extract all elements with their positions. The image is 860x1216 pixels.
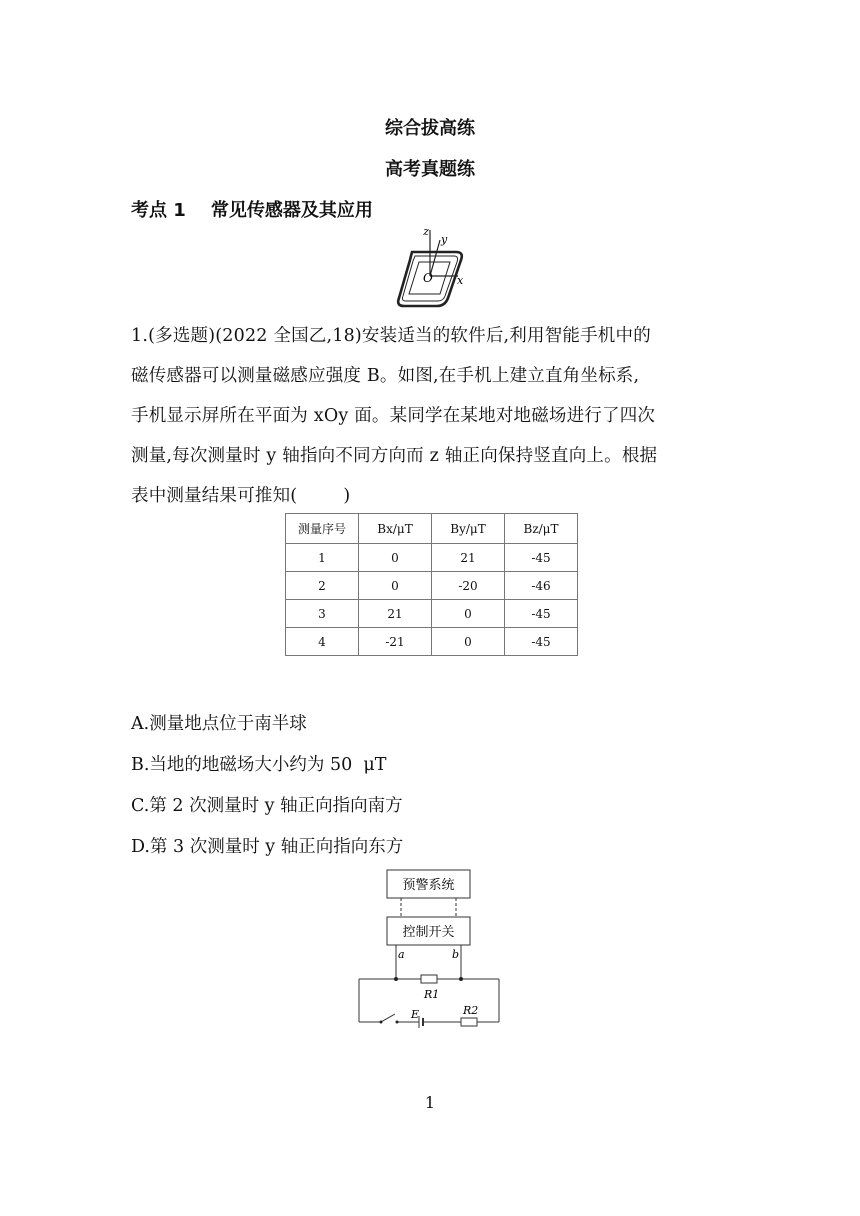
question-line-1: 1.(多选题)(2022 全国乙,18)安装适当的软件后,利用智能手机中的	[131, 326, 651, 346]
table-cell: 0	[432, 628, 505, 656]
table-cell: 2	[286, 572, 359, 600]
option-b: B.当地的地磁场大小约为 50 μT	[131, 755, 387, 775]
table-cell: -45	[505, 600, 578, 628]
table-cell: 3	[286, 600, 359, 628]
node-b-dot	[459, 977, 463, 981]
table-cell: 4	[286, 628, 359, 656]
circuit-figure	[355, 866, 505, 1030]
battery-e-label: E	[411, 1008, 420, 1021]
table-header: Bx/μT	[359, 514, 432, 544]
table-row	[286, 572, 578, 600]
page-title: 综合拔高练	[385, 118, 475, 139]
table-cell: -45	[505, 544, 578, 572]
table-row	[286, 600, 578, 628]
table-cell: 0	[432, 600, 505, 628]
table-cell: -21	[359, 628, 432, 656]
table-header: By/μT	[432, 514, 505, 544]
origin-label: O	[423, 271, 433, 285]
table-cell: 21	[359, 600, 432, 628]
section-heading: 考点 1 常见传感器及其应用	[131, 200, 373, 221]
table-cell: -20	[432, 572, 505, 600]
measurement-table	[285, 513, 578, 656]
table-header: 测量序号	[286, 514, 359, 544]
question-line-5: 表中测量结果可推知( )	[131, 486, 351, 506]
phone-axes-figure	[390, 224, 470, 310]
option-c: C.第 2 次测量时 y 轴正向指向南方	[131, 796, 403, 816]
axis-label-y: y	[441, 233, 448, 246]
warning-system-label: 预警系统	[402, 878, 455, 893]
table-cell: -46	[505, 572, 578, 600]
axis-label-x: x	[457, 274, 464, 287]
table-row	[286, 628, 578, 656]
resistor-r1-label: R1	[424, 988, 440, 1001]
table-cell: 1	[286, 544, 359, 572]
node-a-dot	[394, 977, 398, 981]
axis-label-z: z	[423, 225, 429, 238]
table-cell: 0	[359, 572, 432, 600]
table-cell: -45	[505, 628, 578, 656]
page-number: 1	[424, 1093, 436, 1112]
node-a-label: a	[398, 948, 405, 961]
resistor-r2-label: R2	[463, 1004, 479, 1017]
question-line-3: 手机显示屏所在平面为 xOy 面。某同学在某地对地磁场进行了四次	[131, 406, 656, 426]
question-line-2: 磁传感器可以测量磁感应强度 B。如图,在手机上建立直角坐标系,	[131, 366, 640, 386]
table-cell: 0	[359, 544, 432, 572]
table-header-row	[286, 514, 578, 544]
table-header: Bz/μT	[505, 514, 578, 544]
option-a: A.测量地点位于南半球	[131, 714, 307, 734]
table-row	[286, 544, 578, 572]
table-cell: 21	[432, 544, 505, 572]
question-line-4: 测量,每次测量时 y 轴指向不同方向而 z 轴正向保持竖直向上。根据	[131, 446, 658, 466]
option-d: D.第 3 次测量时 y 轴正向指向东方	[131, 837, 404, 857]
control-switch-label: 控制开关	[402, 925, 455, 940]
node-b-label: b	[452, 948, 460, 961]
page-subtitle: 高考真题练	[385, 159, 475, 180]
